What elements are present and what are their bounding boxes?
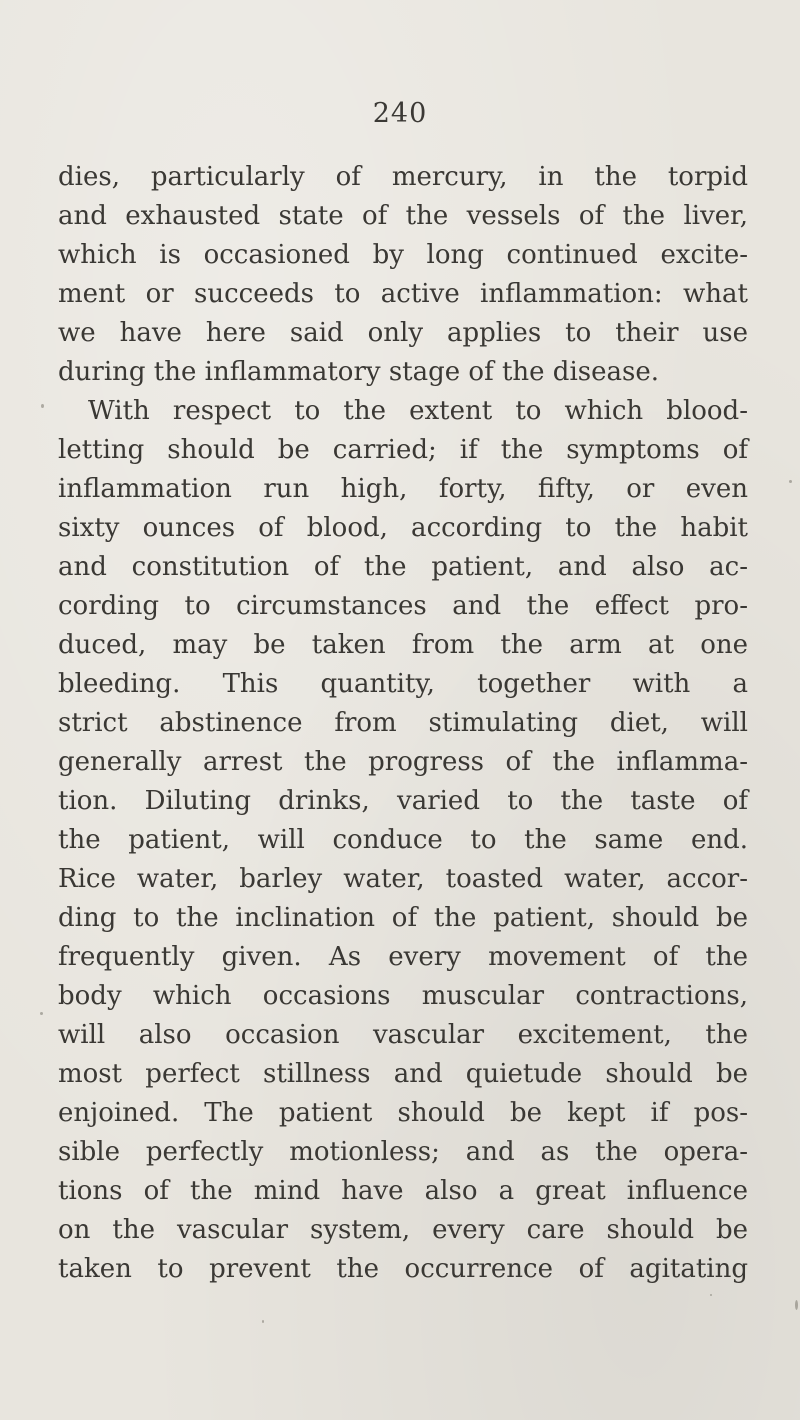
text-line: tions of the mind have also a great influence: [58, 1176, 748, 1206]
text-line: and exhausted state of the vessels of the liver,: [58, 201, 748, 231]
text-line: on the vascular system, every care should be: [58, 1215, 748, 1245]
paper-speck: [40, 1012, 43, 1015]
text-line: the patient, will conduce to the same end.: [58, 825, 748, 855]
text-line: sixty ounces of blood, according to the habit: [58, 513, 748, 543]
text-line: With respect to the extent to which blood-: [88, 396, 748, 426]
text-line: we have here said only applies to their use: [58, 318, 748, 348]
paper-speck: [262, 1320, 264, 1323]
body-text: [58, 158, 748, 1289]
text-line: bleeding. This quantity, together with a: [58, 669, 748, 699]
text-line: Rice water, barley water, toasted water, accor-: [58, 864, 748, 894]
text-line: inflammation run high, forty, fifty, or even: [58, 474, 748, 504]
paper-speck: [710, 1294, 712, 1296]
text-line: most perfect stillness and quietude should be: [58, 1059, 748, 1089]
text-line: frequently given. As every movement of the: [58, 942, 748, 972]
text-line: cording to circumstances and the effect pro-: [58, 591, 748, 621]
text-line: letting should be carried; if the symptoms of: [58, 435, 748, 465]
text-line: ding to the inclination of the patient, should be: [58, 903, 748, 933]
text-line: dies, particularly of mercury, in the torpid: [58, 162, 748, 192]
paper-speck: [41, 404, 44, 408]
text-line: will also occasion vascular excitement, the: [58, 1020, 748, 1050]
paper-speck: [795, 1300, 798, 1310]
text-line: enjoined. The patient should be kept if pos-: [58, 1098, 748, 1128]
paper-speck: [789, 480, 792, 483]
text-line: tion. Diluting drinks, varied to the taste of: [58, 786, 748, 816]
text-line: sible perfectly motionless; and as the opera-: [58, 1137, 748, 1167]
text-line: which is occasioned by long continued excite-: [58, 240, 748, 270]
text-line: strict abstinence from stimulating diet, will: [58, 708, 748, 738]
page-number: 240: [372, 98, 428, 129]
text-line: ment or succeeds to active inflammation: what: [58, 279, 748, 309]
text-line: during the inflammatory stage of the disease.: [58, 357, 659, 387]
text-line: duced, may be taken from the arm at one: [58, 630, 748, 660]
text-line: taken to prevent the occurrence of agitating: [58, 1254, 748, 1284]
text-line: and constitution of the patient, and also ac-: [58, 552, 748, 582]
text-line: body which occasions muscular contractions,: [58, 981, 748, 1011]
text-line: generally arrest the progress of the inflamma-: [58, 747, 748, 777]
